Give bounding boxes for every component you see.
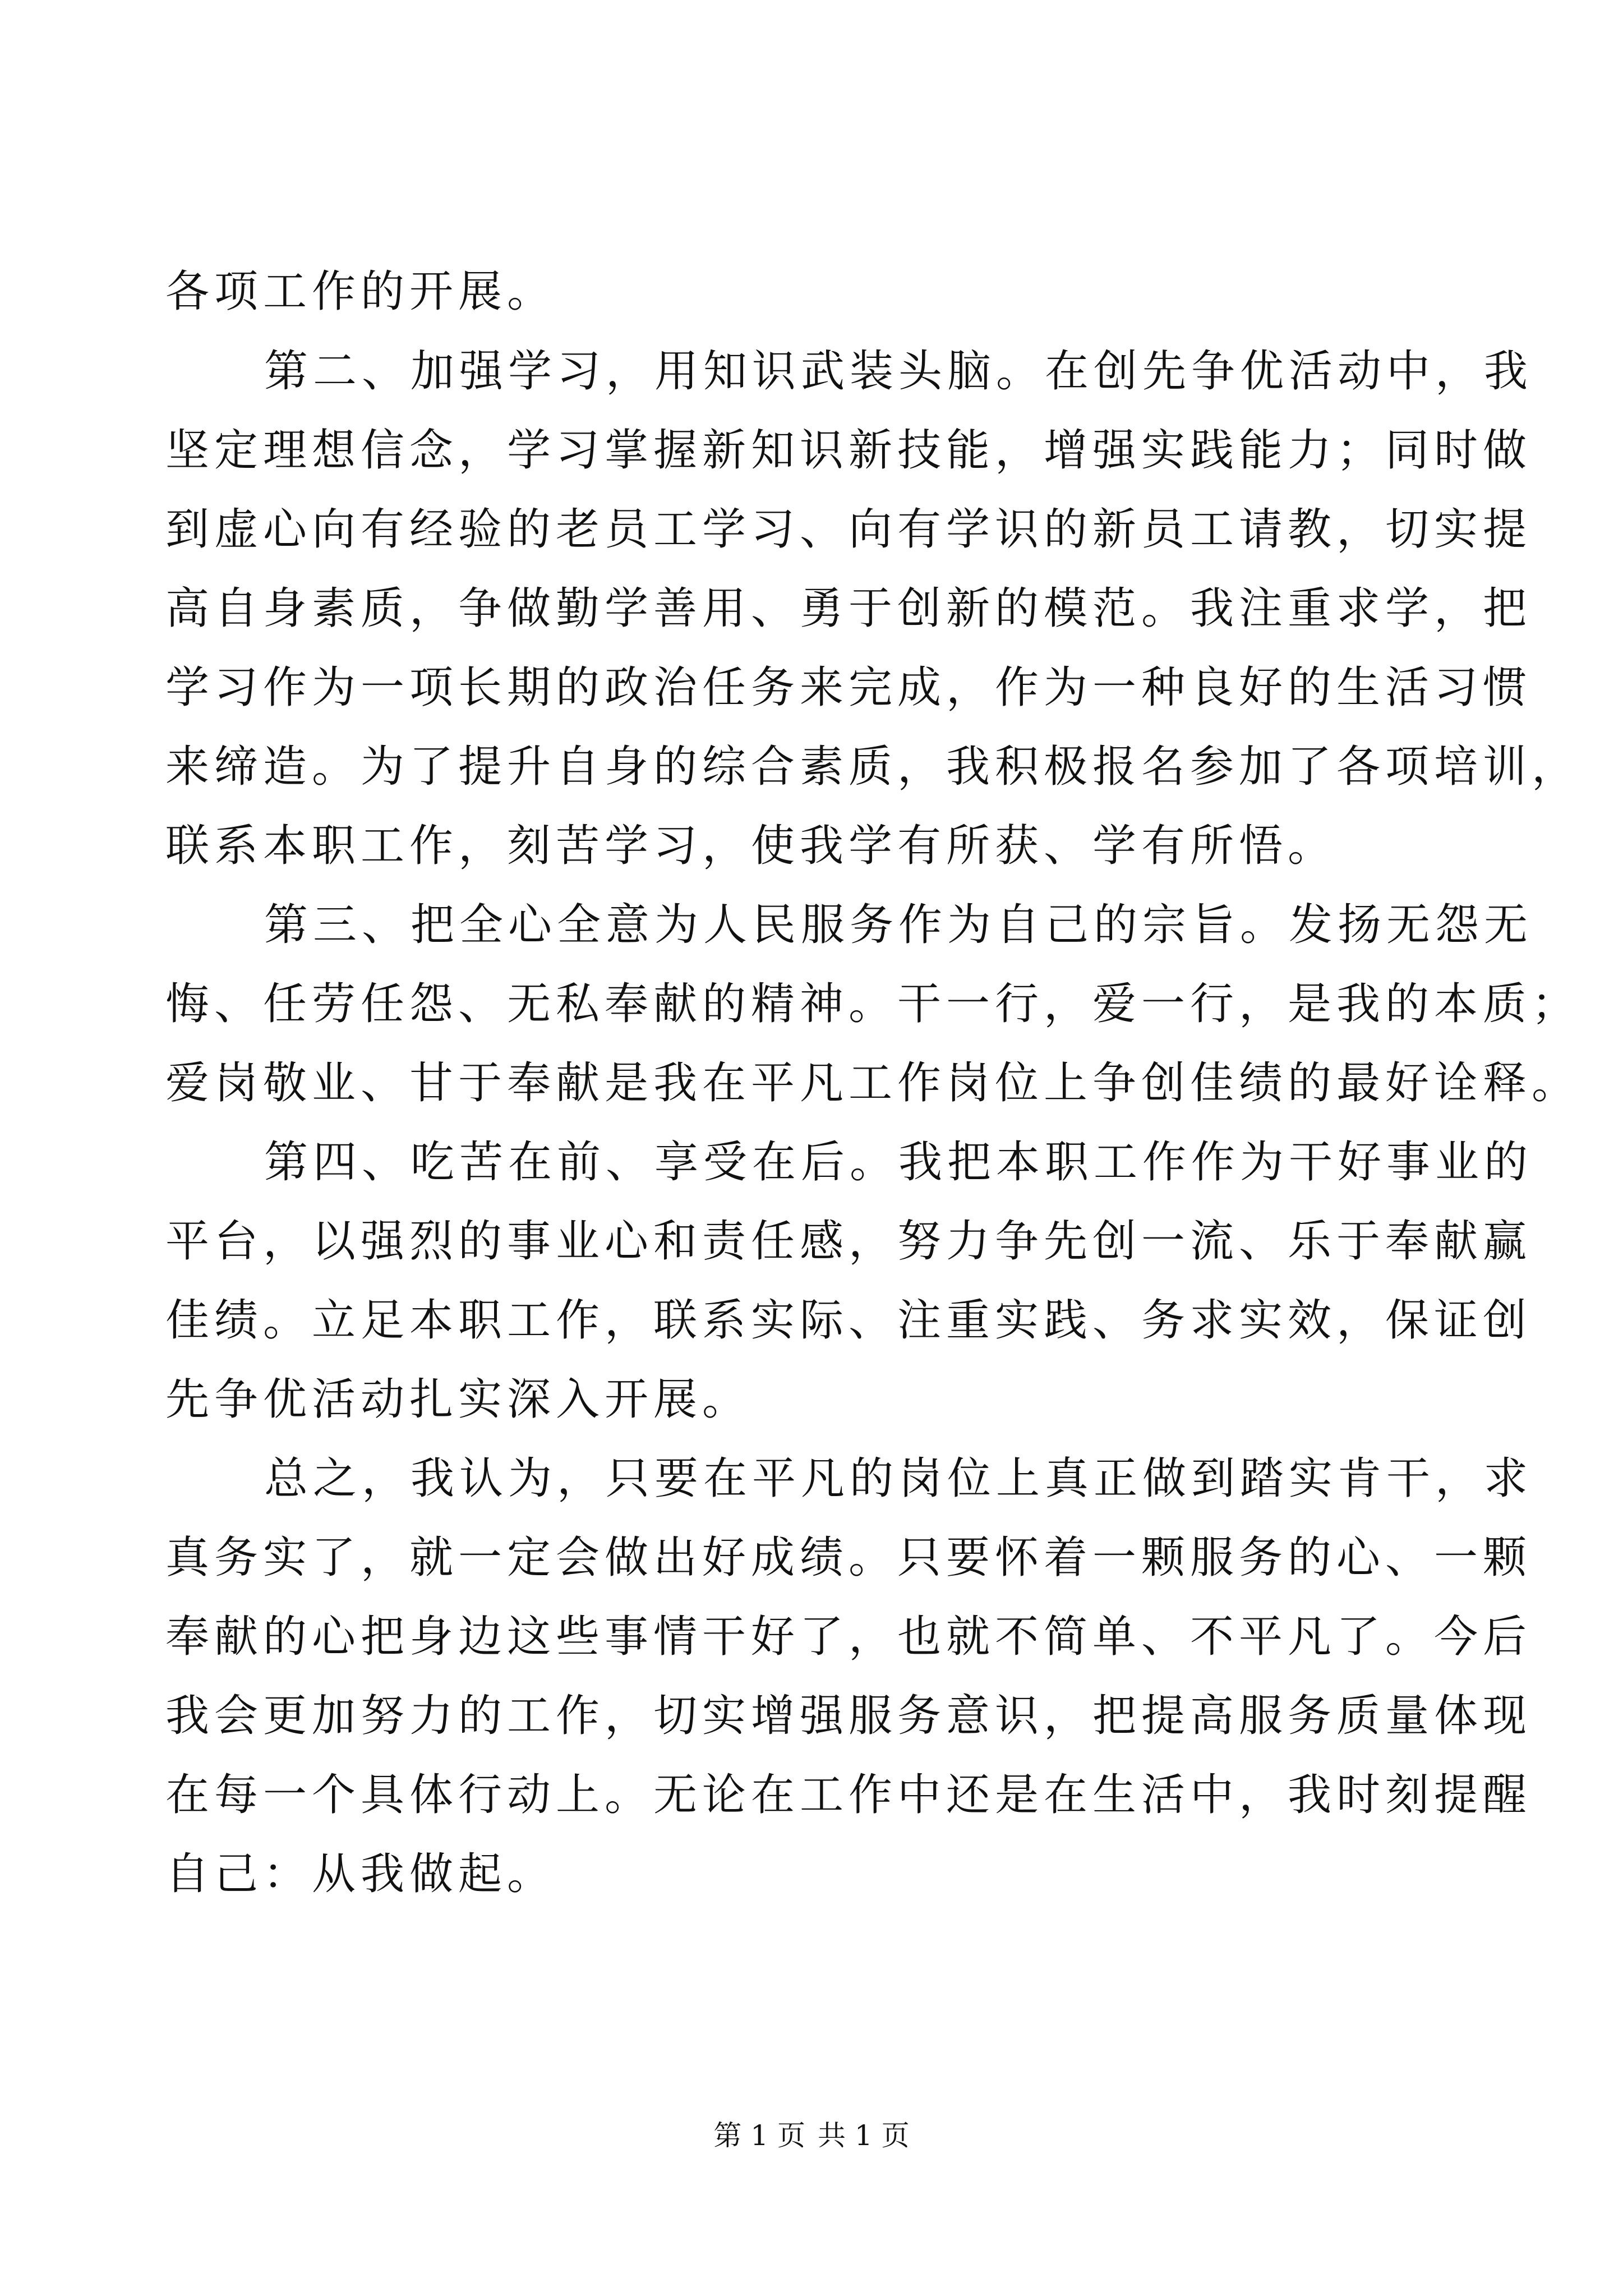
page-total: 共 1 页 [818, 2119, 910, 2152]
paragraph-line: 爱岗敬业、甘于奉献是我在平凡工作岗位上争创佳绩的最好诠释。 [165, 1058, 1581, 1108]
page-footer [0, 2116, 1623, 2155]
paragraph-line: 佳绩。立足本职工作，联系实际、注重实践、务求实效，保证创 [165, 1295, 1532, 1346]
paragraph-line: 来缔造。为了提升自身的综合素质，我积极报名参加了各项培训， [165, 742, 1581, 792]
paragraph-line: 真务实了，就一定会做出好成绩。只要怀着一颗服务的心、一颗 [165, 1533, 1532, 1583]
paragraph-line: 到虚心向有经验的老员工学习、向有学识的新员工请教，切实提 [165, 504, 1532, 555]
paragraph-line: 先争优活动扎实深入开展。 [165, 1374, 751, 1425]
paragraph-line: 平台，以强烈的事业心和责任感，努力争先创一流、乐于奉献赢 [165, 1216, 1532, 1267]
paragraph-line: 高自身素质，争做勤学善用、勇于创新的模范。我注重求学，把 [165, 583, 1532, 634]
paragraph-line: 学习作为一项长期的政治任务来完成，作为一种良好的生活习惯 [165, 662, 1532, 713]
paragraph-line: 奉献的心把身边这些事情干好了，也就不简单、不平凡了。今后 [165, 1612, 1532, 1662]
paragraph-line: 第三、把全心全意为人民服务作为自己的宗旨。发扬无怨无 [264, 900, 1533, 950]
paragraph-line: 自己：从我做起。 [165, 1849, 556, 1899]
paragraph-line: 坚定理想信念，学习掌握新知识新技能，增强实践能力；同时做 [165, 425, 1532, 476]
paragraph-line: 总之，我认为，只要在平凡的岗位上真正做到踏实肯干，求 [264, 1453, 1533, 1504]
paragraph-line: 联系本职工作，刻苦学习，使我学有所获、学有所悟。 [165, 821, 1337, 871]
paragraph-line: 我会更加努力的工作，切实增强服务意识，把提高服务质量体现 [165, 1691, 1532, 1741]
paragraph-line: 悔、任劳任怨、无私奉献的精神。干一行，爱一行，是我的本质； [165, 979, 1581, 1029]
page-number: 第 1 页 [713, 2119, 805, 2152]
paragraph-line: 第二、加强学习，用知识武装头脑。在创先争优活动中，我 [264, 346, 1533, 397]
paragraph-line: 第四、吃苦在前、享受在后。我把本职工作作为干好事业的 [264, 1137, 1533, 1188]
paragraph-line: 各项工作的开展。 [165, 266, 556, 317]
paragraph-line: 在每一个具体行动上。无论在工作中还是在生活中，我时刻提醒 [165, 1770, 1532, 1820]
